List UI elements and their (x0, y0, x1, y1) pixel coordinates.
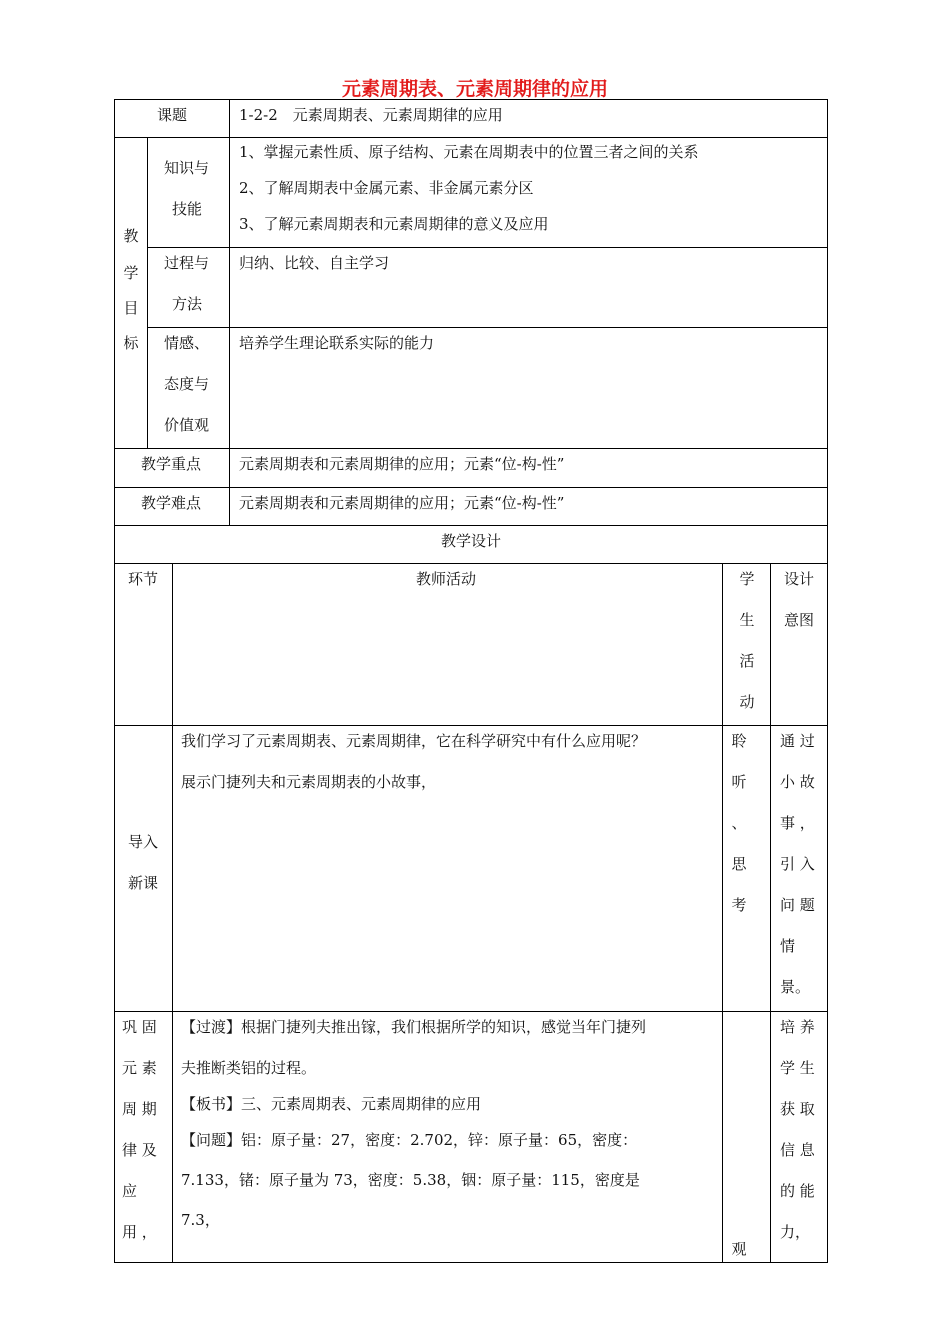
row2-intent-line: 信 息 (780, 1141, 815, 1159)
row2-intent-line: 的 能 (780, 1182, 815, 1200)
goals-label-char: 学 (123, 264, 139, 282)
document-title: 元素周期表、元素周期律的应用 (341, 78, 608, 100)
topic-label: 课题 (157, 106, 188, 124)
row2-stage-cell (114, 1011, 173, 1263)
row1-intent-line: 景。 (780, 978, 811, 996)
row2-teacher-line: 【问题】铝：原子量：27，密度：2.702，锌：原子量：65，密度： (181, 1131, 638, 1149)
row1-student-char: 听 (731, 773, 747, 791)
intent-header-line: 设计 (784, 570, 815, 588)
row1-intent-line: 情 (780, 937, 796, 955)
row1-intent-cell (770, 725, 828, 1012)
row1-teacher-line: 我们学习了元素周期表、元素周期律，它在科学研究中有什么应用呢？ (181, 732, 647, 750)
topic-value-cell (229, 99, 828, 138)
teacher-header-cell (172, 563, 723, 726)
row2-stage-line: 用 ， (122, 1223, 157, 1241)
row1-intent-line: 问 题 (780, 896, 815, 914)
row1-teacher-line: 展示门捷列夫和元素周期表的小故事， (181, 773, 437, 791)
knowledge-label-line: 技能 (172, 200, 203, 218)
row1-student-cell (722, 725, 771, 1012)
row2-intent-line: 学 生 (780, 1059, 815, 1077)
knowledge-item: 1、掌握元素性质、原子结构、元素在周期表中的位置三者之间的关系 (239, 143, 699, 161)
difficulty-label: 教学难点 (141, 494, 202, 512)
topic-label-cell (114, 99, 230, 138)
row2-stage-line: 周 期 (122, 1100, 157, 1118)
difficulty-text-cell (229, 487, 828, 526)
goals-label-char: 标 (123, 334, 139, 352)
row1-teacher-cell (172, 725, 723, 1012)
difficulty-text: 元素周期表和元素周期律的应用；元素“位-构-性” (239, 494, 565, 512)
process-label-cell (147, 247, 230, 328)
row2-teacher-line: 7.133，锗：原子量为 73，密度：5.38，铟：原子量：115，密度是 (181, 1171, 640, 1189)
row2-teacher-line: 【板书】三、元素周期表、元素周期律的应用 (181, 1095, 482, 1113)
process-label-line: 方法 (172, 295, 203, 313)
row1-intent-line: 通 过 (780, 732, 815, 750)
process-text-cell (229, 247, 828, 328)
process-text: 归纳、比较、自主学习 (239, 254, 390, 272)
row1-student-char: 思 (731, 855, 747, 873)
intent-header-cell (770, 563, 828, 726)
row2-teacher-line: 【过渡】根据门捷列夫推出镓，我们根据所学的知识，感觉当年门捷列 (181, 1018, 647, 1036)
row1-intent-line: 小 故 (780, 773, 815, 791)
emotion-label-line: 态度与 (164, 375, 210, 393)
teacher-header: 教师活动 (416, 570, 477, 588)
knowledge-label-line: 知识与 (164, 159, 210, 177)
emotion-label-line: 情感、 (164, 334, 210, 352)
row1-stage-line: 导入 (128, 833, 159, 851)
row1-student-char: 、 (731, 814, 747, 832)
design-header-cell (114, 525, 828, 564)
topic-value: 1-2-2 元素周期表、元素周期律的应用 (239, 106, 503, 124)
key-point-text: 元素周期表和元素周期律的应用；元素“位-构-性” (239, 455, 565, 473)
row2-stage-line: 律 及 (122, 1141, 157, 1159)
emotion-text-cell (229, 327, 828, 449)
row1-intent-line: 事 ， (780, 814, 815, 832)
row1-stage-cell (114, 725, 173, 1012)
emotion-label-line: 价值观 (164, 416, 210, 434)
design-header: 教学设计 (440, 532, 501, 550)
process-label-line: 过程与 (164, 254, 210, 272)
row1-student-char: 考 (731, 896, 747, 914)
student-header-cell (722, 563, 771, 726)
student-header-char: 动 (739, 693, 755, 711)
row2-stage-line: 应 (122, 1182, 138, 1200)
stage-header-cell (114, 563, 173, 726)
row2-intent-line: 培 养 (780, 1018, 815, 1036)
row1-stage-line: 新课 (128, 874, 159, 892)
row1-student-char: 聆 (731, 732, 747, 750)
row2-teacher-line: 7.3， (181, 1211, 220, 1229)
emotion-label-cell (147, 327, 230, 449)
row2-intent-cell (770, 1011, 828, 1263)
knowledge-item: 3、了解元素周期表和元素周期律的意义及应用 (239, 215, 549, 233)
row2-stage-line: 巩 固 (122, 1018, 157, 1036)
goals-label-cell (114, 137, 148, 449)
key-point-label-cell (114, 448, 230, 488)
knowledge-items-cell (229, 137, 828, 248)
goals-label-char: 目 (123, 299, 139, 317)
emotion-text: 培养学生理论联系实际的能力 (239, 334, 435, 352)
student-header-char: 活 (739, 652, 755, 670)
student-header-char: 生 (739, 611, 755, 629)
row2-intent-line: 力， (780, 1223, 811, 1241)
goals-label-char: 教 (123, 227, 139, 245)
row1-intent-line: 引 入 (780, 855, 815, 873)
stage-header: 环节 (128, 570, 159, 588)
difficulty-label-cell (114, 487, 230, 526)
row2-teacher-line: 夫推断类铝的过程。 (181, 1059, 317, 1077)
knowledge-label-cell (147, 137, 230, 248)
row2-intent-line: 获 取 (780, 1100, 815, 1118)
row2-student-char: 观 (731, 1240, 747, 1258)
intent-header-line: 意图 (784, 611, 815, 629)
row2-teacher-cell (172, 1011, 723, 1263)
key-point-label: 教学重点 (141, 455, 202, 473)
knowledge-item: 2、了解周期表中金属元素、非金属元素分区 (239, 179, 534, 197)
student-header-char: 学 (739, 570, 755, 588)
row2-stage-line: 元 素 (122, 1059, 157, 1077)
row2-student-cell (722, 1011, 771, 1263)
key-point-text-cell (229, 448, 828, 488)
